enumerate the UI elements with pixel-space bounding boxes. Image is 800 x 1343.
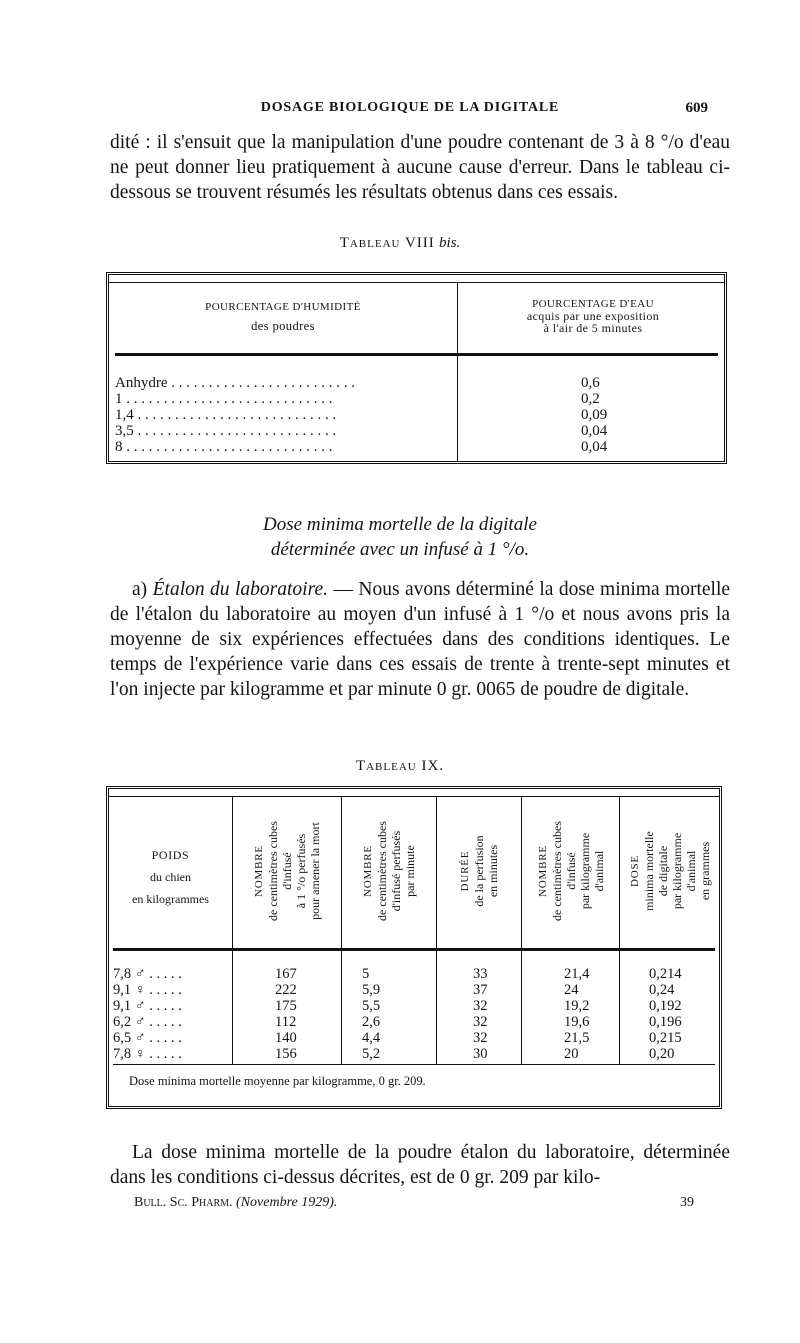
cell-poids: 6,2 ♂ . . . . . bbox=[113, 1014, 182, 1030]
table-8-body bbox=[115, 375, 725, 455]
cell-poids: 6,5 ♂ . . . . . bbox=[113, 1030, 182, 1046]
table-9-footer-rule bbox=[113, 1064, 715, 1065]
signature-mark: 39 bbox=[680, 1195, 694, 1210]
header-c2-l1: NOMBRE bbox=[253, 845, 265, 897]
header-dose bbox=[620, 797, 719, 945]
cell-duree: 32 bbox=[473, 1014, 488, 1030]
header-c6-l5: d'animal bbox=[683, 850, 698, 892]
table-9 bbox=[106, 786, 722, 1109]
cell-cc-min: 5,2 bbox=[362, 1046, 381, 1062]
header-cc-total bbox=[233, 797, 341, 945]
header-c3-l2: de centimètres cubes bbox=[375, 821, 389, 921]
cell-duree: 33 bbox=[473, 966, 488, 982]
header-c6-l4: par kilogramme bbox=[669, 832, 684, 910]
header-c2-l5: pour amener la mort bbox=[308, 822, 322, 920]
intro-paragraph bbox=[110, 130, 730, 205]
table-9-caption bbox=[0, 758, 800, 775]
table-8-label: 3,5 . . . . . . . . . . . . . . . . . . . . . . . . . . . bbox=[115, 423, 337, 439]
header-poids-l3: en kilogrammes bbox=[132, 892, 209, 906]
table-8-value: 0,09 bbox=[581, 407, 608, 423]
cell-dose: 0,215 bbox=[649, 1030, 682, 1046]
table-8-header-rule bbox=[115, 353, 718, 356]
cell-dose: 0,24 bbox=[649, 982, 675, 998]
table-8-value: 0,6 bbox=[581, 375, 600, 391]
table-8-header-humidity bbox=[109, 298, 457, 336]
cell-cc-min: 4,4 bbox=[362, 1030, 381, 1046]
running-head bbox=[110, 100, 710, 122]
table-row bbox=[115, 423, 725, 439]
table-8-top-rule bbox=[109, 282, 724, 283]
header-c2-l4: à 1 °/o perfusés bbox=[294, 833, 308, 909]
header-c5-l2: de centimètres cubes bbox=[549, 821, 564, 921]
header-c6-l6: en grammes bbox=[697, 841, 712, 901]
cell-cc-min: 2,6 bbox=[362, 1014, 381, 1030]
table-9-footer: Dose minima mortelle moyenne par kilogramme, 0 gr. 209. bbox=[129, 1074, 426, 1088]
table-row bbox=[109, 982, 719, 998]
cell-cc-min: 5,9 bbox=[362, 982, 381, 998]
header-poids-l1: POIDS bbox=[151, 848, 190, 862]
table-8-header-humidity-l1: POURCENTAGE D'HUMIDITÉ bbox=[205, 301, 361, 313]
table-8-label: Anhydre . . . . . . . . . . . . . . . . . . . . . . . . . bbox=[115, 375, 355, 391]
cell-cc-kg: 20 bbox=[564, 1046, 579, 1062]
cell-cc-min: 5 bbox=[362, 966, 370, 982]
cell-cc: 167 bbox=[275, 966, 297, 982]
cell-cc-kg: 21,5 bbox=[564, 1030, 590, 1046]
cell-poids: 7,8 ♂ . . . . . bbox=[113, 966, 182, 982]
table-row bbox=[109, 966, 719, 982]
section-title bbox=[0, 512, 800, 562]
journal-citation bbox=[134, 1195, 337, 1211]
cell-dose: 0,192 bbox=[649, 998, 682, 1014]
table-8-header-water-l2: acquis par une exposition bbox=[526, 309, 660, 323]
cell-poids: 9,1 ♀ . . . . . bbox=[113, 982, 182, 998]
cell-duree: 30 bbox=[473, 1046, 488, 1062]
cell-cc: 112 bbox=[275, 1014, 297, 1030]
header-c6-l2: minima mortelle bbox=[641, 831, 656, 911]
cell-cc: 140 bbox=[275, 1030, 297, 1046]
header-c2-l3: d'infusé bbox=[280, 852, 294, 890]
closing-text: La dose minima mortelle de la poudre étalon du laboratoire, déterminée dans les conditions ci-dessus décrites, est de 0 gr. 209 par kilo- bbox=[110, 1142, 730, 1188]
table-8-header-water-l1: POURCENTAGE D'EAU bbox=[532, 298, 654, 310]
header-c4-l2: de la perfusion bbox=[472, 835, 486, 907]
table-row bbox=[109, 1046, 719, 1062]
cell-poids: 9,1 ♂ . . . . . bbox=[113, 998, 182, 1014]
header-poids bbox=[109, 844, 232, 910]
cell-dose: 0,196 bbox=[649, 1014, 682, 1030]
header-c2-l2: de centimètres cubes bbox=[266, 821, 280, 921]
table-8-caption-main: Tableau VIII bbox=[339, 235, 435, 251]
table-8-value: 0,04 bbox=[581, 423, 608, 439]
header-cc-per-kg bbox=[522, 797, 619, 945]
intro-text: dité : il s'ensuit que la manipulation d'une poudre contenant de 3 à 8 °/o d'eau ne peut donner lieu pratiquement à aucune cause d'erreur. Dans le tableau ci-dessous se trouvent résumés les résultats obtenus dans ces essais. bbox=[110, 132, 730, 203]
header-duree bbox=[437, 797, 521, 945]
cell-cc-kg: 24 bbox=[564, 982, 579, 998]
running-title: DOSAGE BIOLOGIQUE DE LA DIGITALE bbox=[260, 100, 560, 115]
section-text bbox=[110, 577, 730, 702]
cell-dose: 0,214 bbox=[649, 966, 682, 982]
header-c5-l5: d'animal bbox=[591, 850, 606, 892]
cell-cc: 156 bbox=[275, 1046, 297, 1062]
section-title-l2: déterminée avec un infusé à 1 °/o. bbox=[270, 539, 530, 560]
cell-duree: 37 bbox=[473, 982, 488, 998]
table-8-header-water-l3: à l'air de 5 minutes bbox=[543, 321, 643, 335]
table-row bbox=[115, 439, 725, 455]
table-8-label: 8 . . . . . . . . . . . . . . . . . . . . . . . . . . . . bbox=[115, 439, 333, 455]
cell-duree: 32 bbox=[473, 1030, 488, 1046]
subsection-label: a) bbox=[132, 579, 148, 600]
table-row bbox=[115, 375, 725, 391]
table-8-header-water bbox=[459, 298, 727, 334]
header-c5-l3: d'infusé bbox=[563, 852, 578, 890]
header-c3-l3: d'infusé perfusés bbox=[389, 830, 403, 912]
table-9-header-rule bbox=[113, 948, 715, 951]
table-row bbox=[115, 391, 725, 407]
journal-name: Bull. Sc. Pharm. bbox=[134, 1195, 233, 1210]
section-body: — Nous avons déterminé la dose minima mortelle de l'étalon du laboratoire au moyen d'un infusé à 1 °/o et nous avons pris la moyenne de six expériences effectuées dans des conditions identiques. Le temps de l'expérience varie dans ces essais de trente à trente-sept minutes et l'on injecte par kilogramme et par minute 0 gr. 0065 de poudre de digitale. bbox=[110, 579, 731, 700]
table-8 bbox=[106, 272, 727, 464]
table-8-label: 1,4 . . . . . . . . . . . . . . . . . . . . . . . . . . . bbox=[115, 407, 337, 423]
closing-paragraph bbox=[110, 1140, 730, 1190]
table-8-header-humidity-l2: des poudres bbox=[251, 319, 315, 333]
cell-cc-kg: 19,6 bbox=[564, 1014, 590, 1030]
table-8-label: 1 . . . . . . . . . . . . . . . . . . . . . . . . . . . . bbox=[115, 391, 333, 407]
header-c4-l1: DURÉE bbox=[459, 850, 471, 892]
section-paragraph bbox=[110, 577, 730, 702]
table-row bbox=[109, 998, 719, 1014]
header-c3-l1: NOMBRE bbox=[362, 845, 374, 897]
header-c6-l3: de digitale bbox=[655, 845, 670, 897]
table-8-value: 0,2 bbox=[581, 391, 600, 407]
cell-duree: 32 bbox=[473, 998, 488, 1014]
table-8-value: 0,04 bbox=[581, 439, 608, 455]
section-title-l1: Dose minima mortelle de la digitale bbox=[263, 514, 537, 535]
cell-cc-kg: 19,2 bbox=[564, 998, 590, 1014]
header-c4-l3: en minutes bbox=[486, 844, 500, 898]
cell-dose: 0,20 bbox=[649, 1046, 675, 1062]
table-8-caption-suffix: bis. bbox=[439, 235, 461, 251]
header-c5-l1: NOMBRE bbox=[536, 845, 549, 897]
cell-poids: 7,8 ♀ . . . . . bbox=[113, 1046, 182, 1062]
cell-cc-min: 5,5 bbox=[362, 998, 381, 1014]
header-c3-l4: par minute bbox=[403, 845, 417, 897]
header-c5-l4: par kilogramme bbox=[577, 832, 592, 910]
page-footer bbox=[134, 1195, 694, 1215]
table-row bbox=[109, 1014, 719, 1030]
table-row bbox=[109, 1030, 719, 1046]
cell-cc: 175 bbox=[275, 998, 297, 1014]
cell-cc-kg: 21,4 bbox=[564, 966, 590, 982]
subsection-title: Étalon du laboratoire. bbox=[152, 579, 328, 600]
table-8-caption bbox=[0, 235, 800, 252]
header-cc-per-minute bbox=[342, 797, 436, 945]
journal-issue: (Novembre 1929). bbox=[236, 1195, 338, 1210]
header-c6-l1: DOSE bbox=[628, 855, 641, 887]
page-number: 609 bbox=[685, 100, 708, 116]
header-poids-l2: du chien bbox=[150, 870, 191, 884]
cell-cc: 222 bbox=[275, 982, 297, 998]
table-row bbox=[115, 407, 725, 423]
table-9-caption-text: Tableau IX. bbox=[355, 758, 445, 774]
